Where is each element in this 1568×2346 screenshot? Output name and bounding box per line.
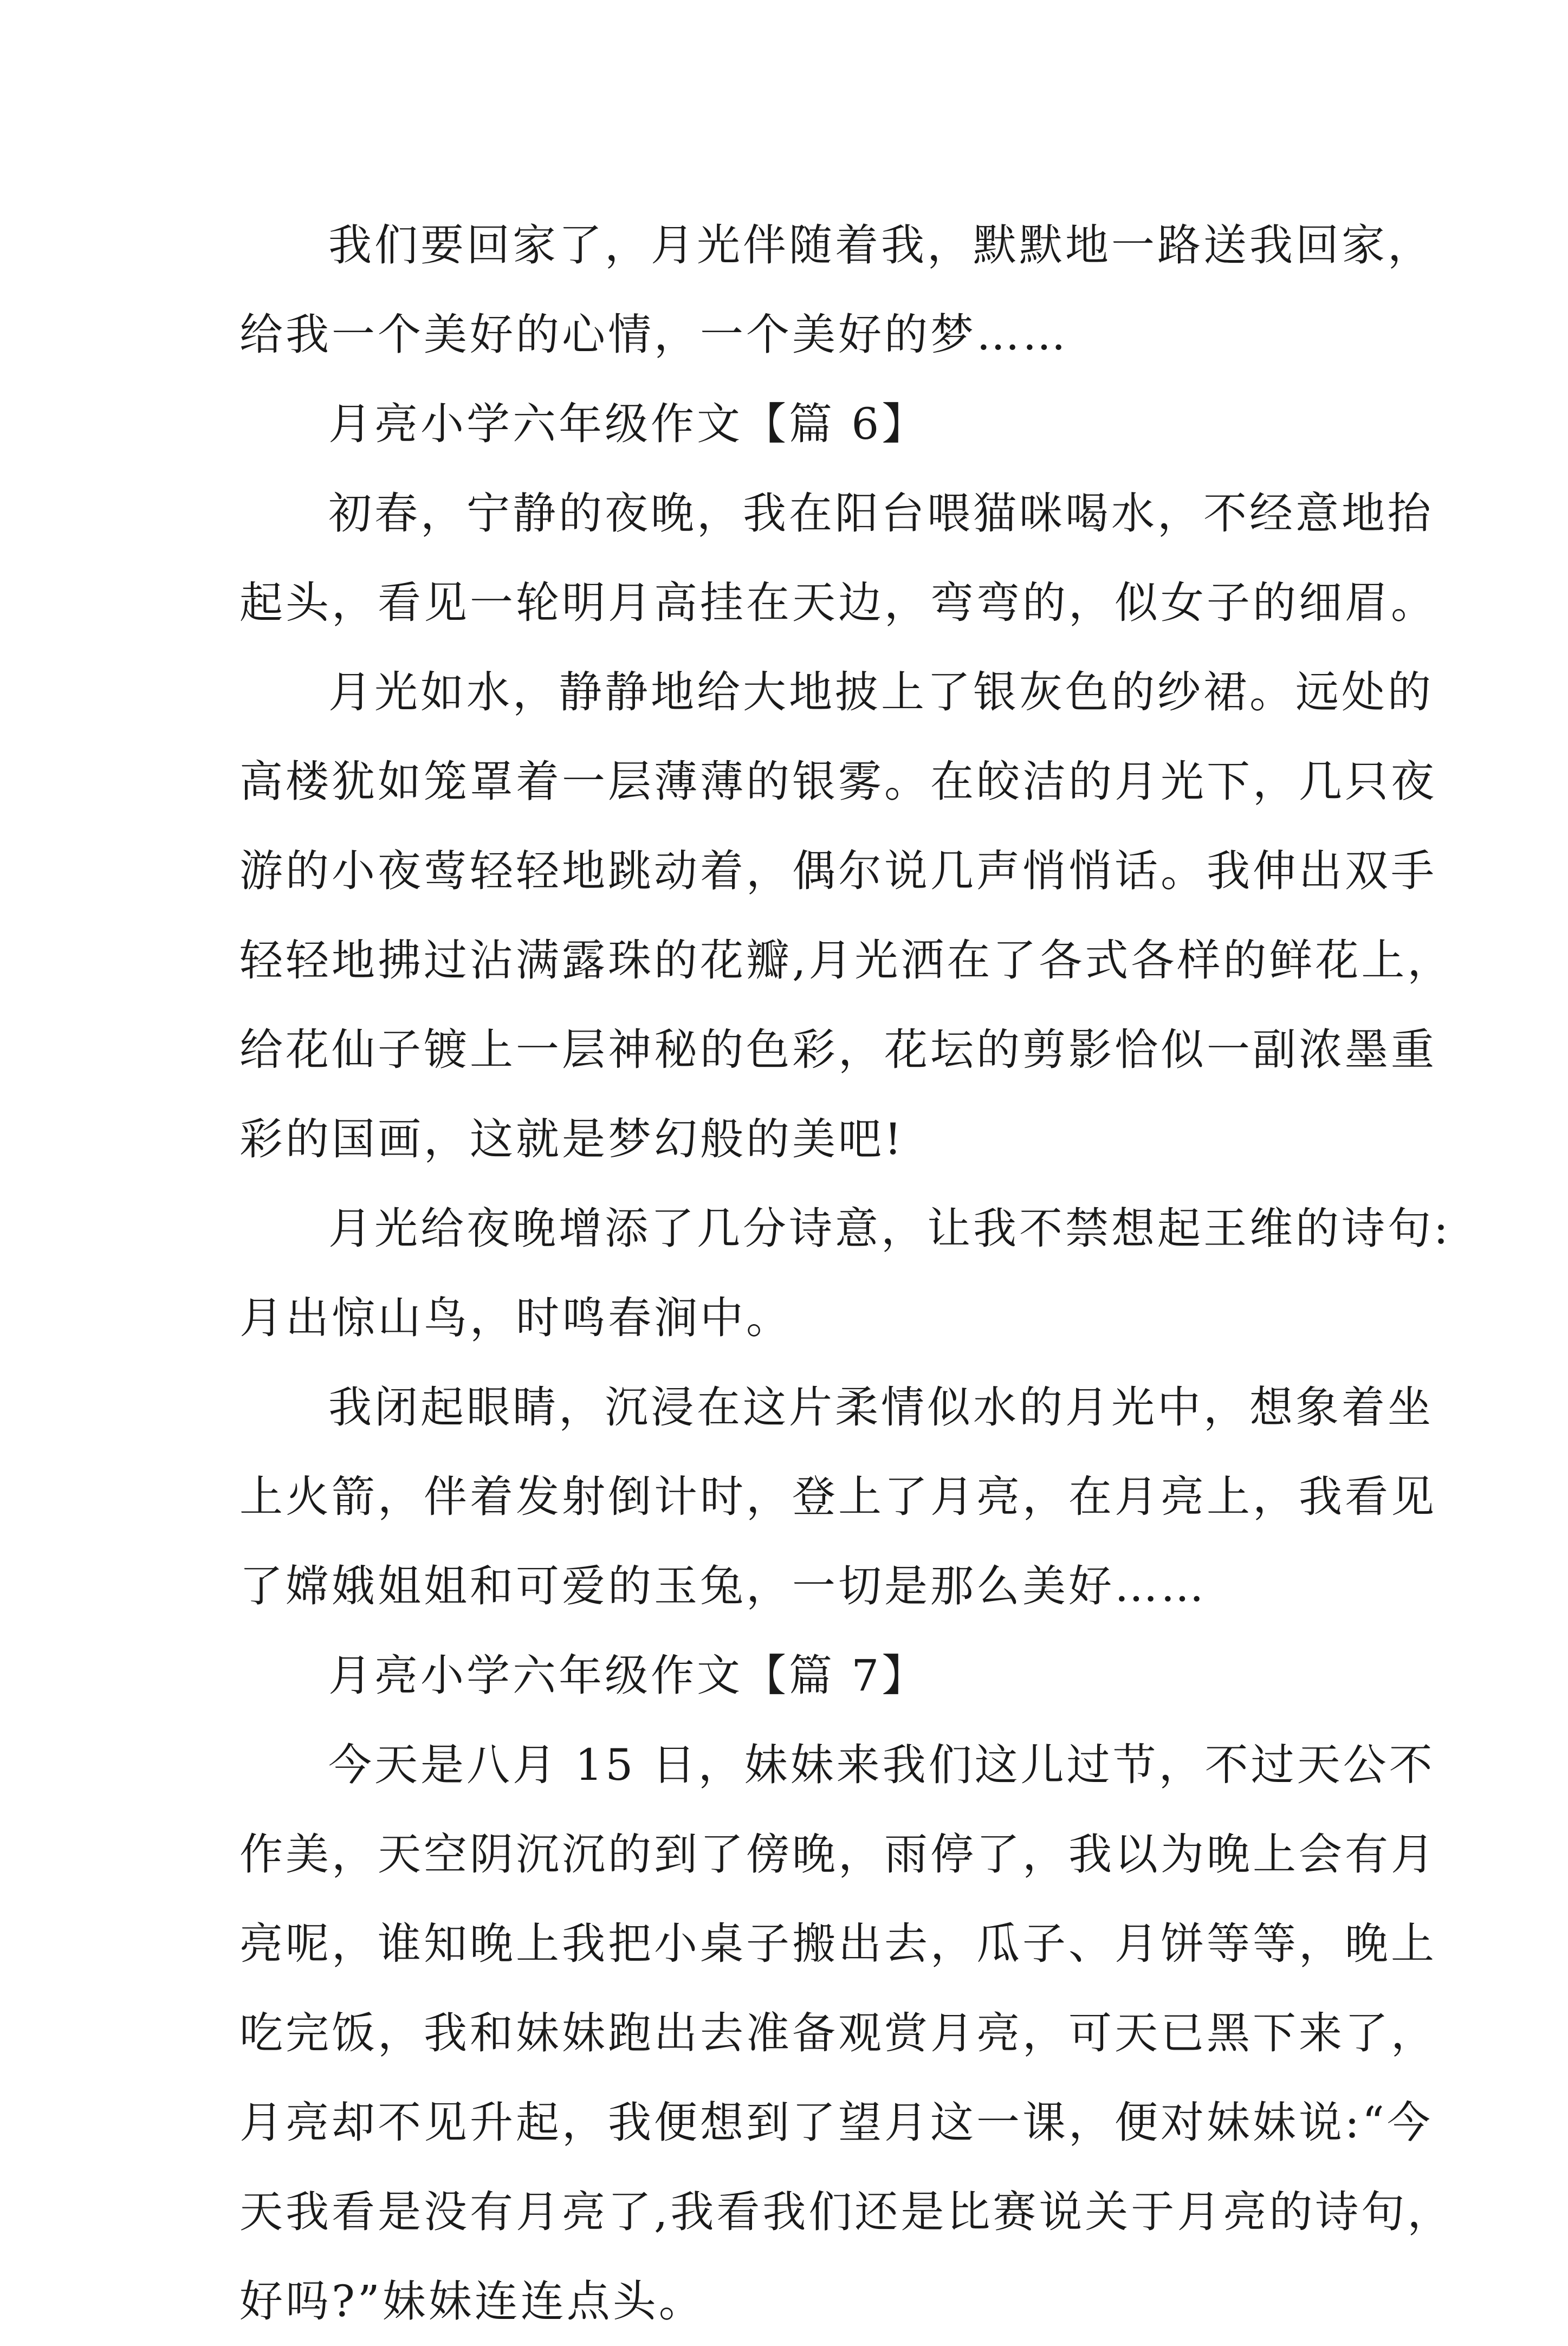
paragraph-line: 起头，看见一轮明月高挂在天边，弯弯的，似女子的细眉。 [239, 578, 1437, 628]
paragraph-line: 月光给夜晚增添了几分诗意，让我不禁想起王维的诗句: [328, 1203, 1451, 1254]
paragraph-line: 月光如水，静静地给大地披上了银灰色的纱裙。远处的 [328, 667, 1434, 717]
paragraph-line: 上火箭，伴着发射倒计时，登上了月亮，在月亮上，我看见 [239, 1472, 1437, 1522]
paragraph-line: 给花仙子镀上一层神秘的色彩，花坛的剪影恰似一副浓墨重 [239, 1025, 1437, 1075]
paragraph-line: 好吗?”妹妹连连点头。 [239, 2276, 705, 2326]
paragraph-line: 了嫦娥姐姐和可爱的玉兔，一切是那么美好…… [239, 1561, 1207, 1611]
paragraph-line: 高楼犹如笼罩着一层薄薄的银雾。在皎洁的月光下，几只夜 [239, 756, 1437, 807]
paragraph-line: 月亮却不见升起，我便想到了望月这一课，便对妹妹说:“今 [239, 2097, 1433, 2148]
paragraph-line: 轻轻地拂过沾满露珠的花瓣,月光洒在了各式各样的鲜花上， [239, 935, 1454, 986]
paragraph-line: 亮呢，谁知晚上我把小桌子搬出去，瓜子、月饼等等，晚上 [239, 1919, 1437, 1969]
paragraph-line: 我闭起眼睛，沉浸在这片柔情似水的月光中，想象着坐 [328, 1382, 1434, 1433]
paragraph-line: 月出惊山鸟，时鸣春涧中。 [239, 1293, 792, 1343]
paragraph-line: 彩的国画，这就是梦幻般的美吧! [239, 1114, 905, 1164]
section-heading: 月亮小学六年级作文【篇 7】 [328, 1650, 928, 1701]
document-body [239, 200, 1454, 2346]
paragraph-line: 今天是八月 15 日，妹妹来我们这儿过节，不过天公不 [328, 1740, 1435, 1790]
paragraph-line: 给我一个美好的心情，一个美好的梦…… [239, 309, 1068, 360]
paragraph-line: 作美，天空阴沉沉的到了傍晚，雨停了，我以为晚上会有月 [239, 1829, 1437, 1880]
paragraph-line: 初春，宁静的夜晚，我在阳台喂猫咪喝水，不经意地抬 [328, 488, 1434, 539]
paragraph-line: 游的小夜莺轻轻地跳动着，偶尔说几声悄悄话。我伸出双手 [239, 846, 1437, 896]
section-heading: 月亮小学六年级作文【篇 6】 [328, 399, 928, 449]
paragraph-line: 吃完饭，我和妹妹跑出去准备观赏月亮，可天已黑下来了， [239, 2008, 1437, 2058]
paragraph-line: 我们要回家了，月光伴随着我，默默地一路送我回家， [328, 220, 1434, 270]
paragraph-line: 天我看是没有月亮了,我看我们还是比赛说关于月亮的诗句， [239, 2187, 1454, 2237]
